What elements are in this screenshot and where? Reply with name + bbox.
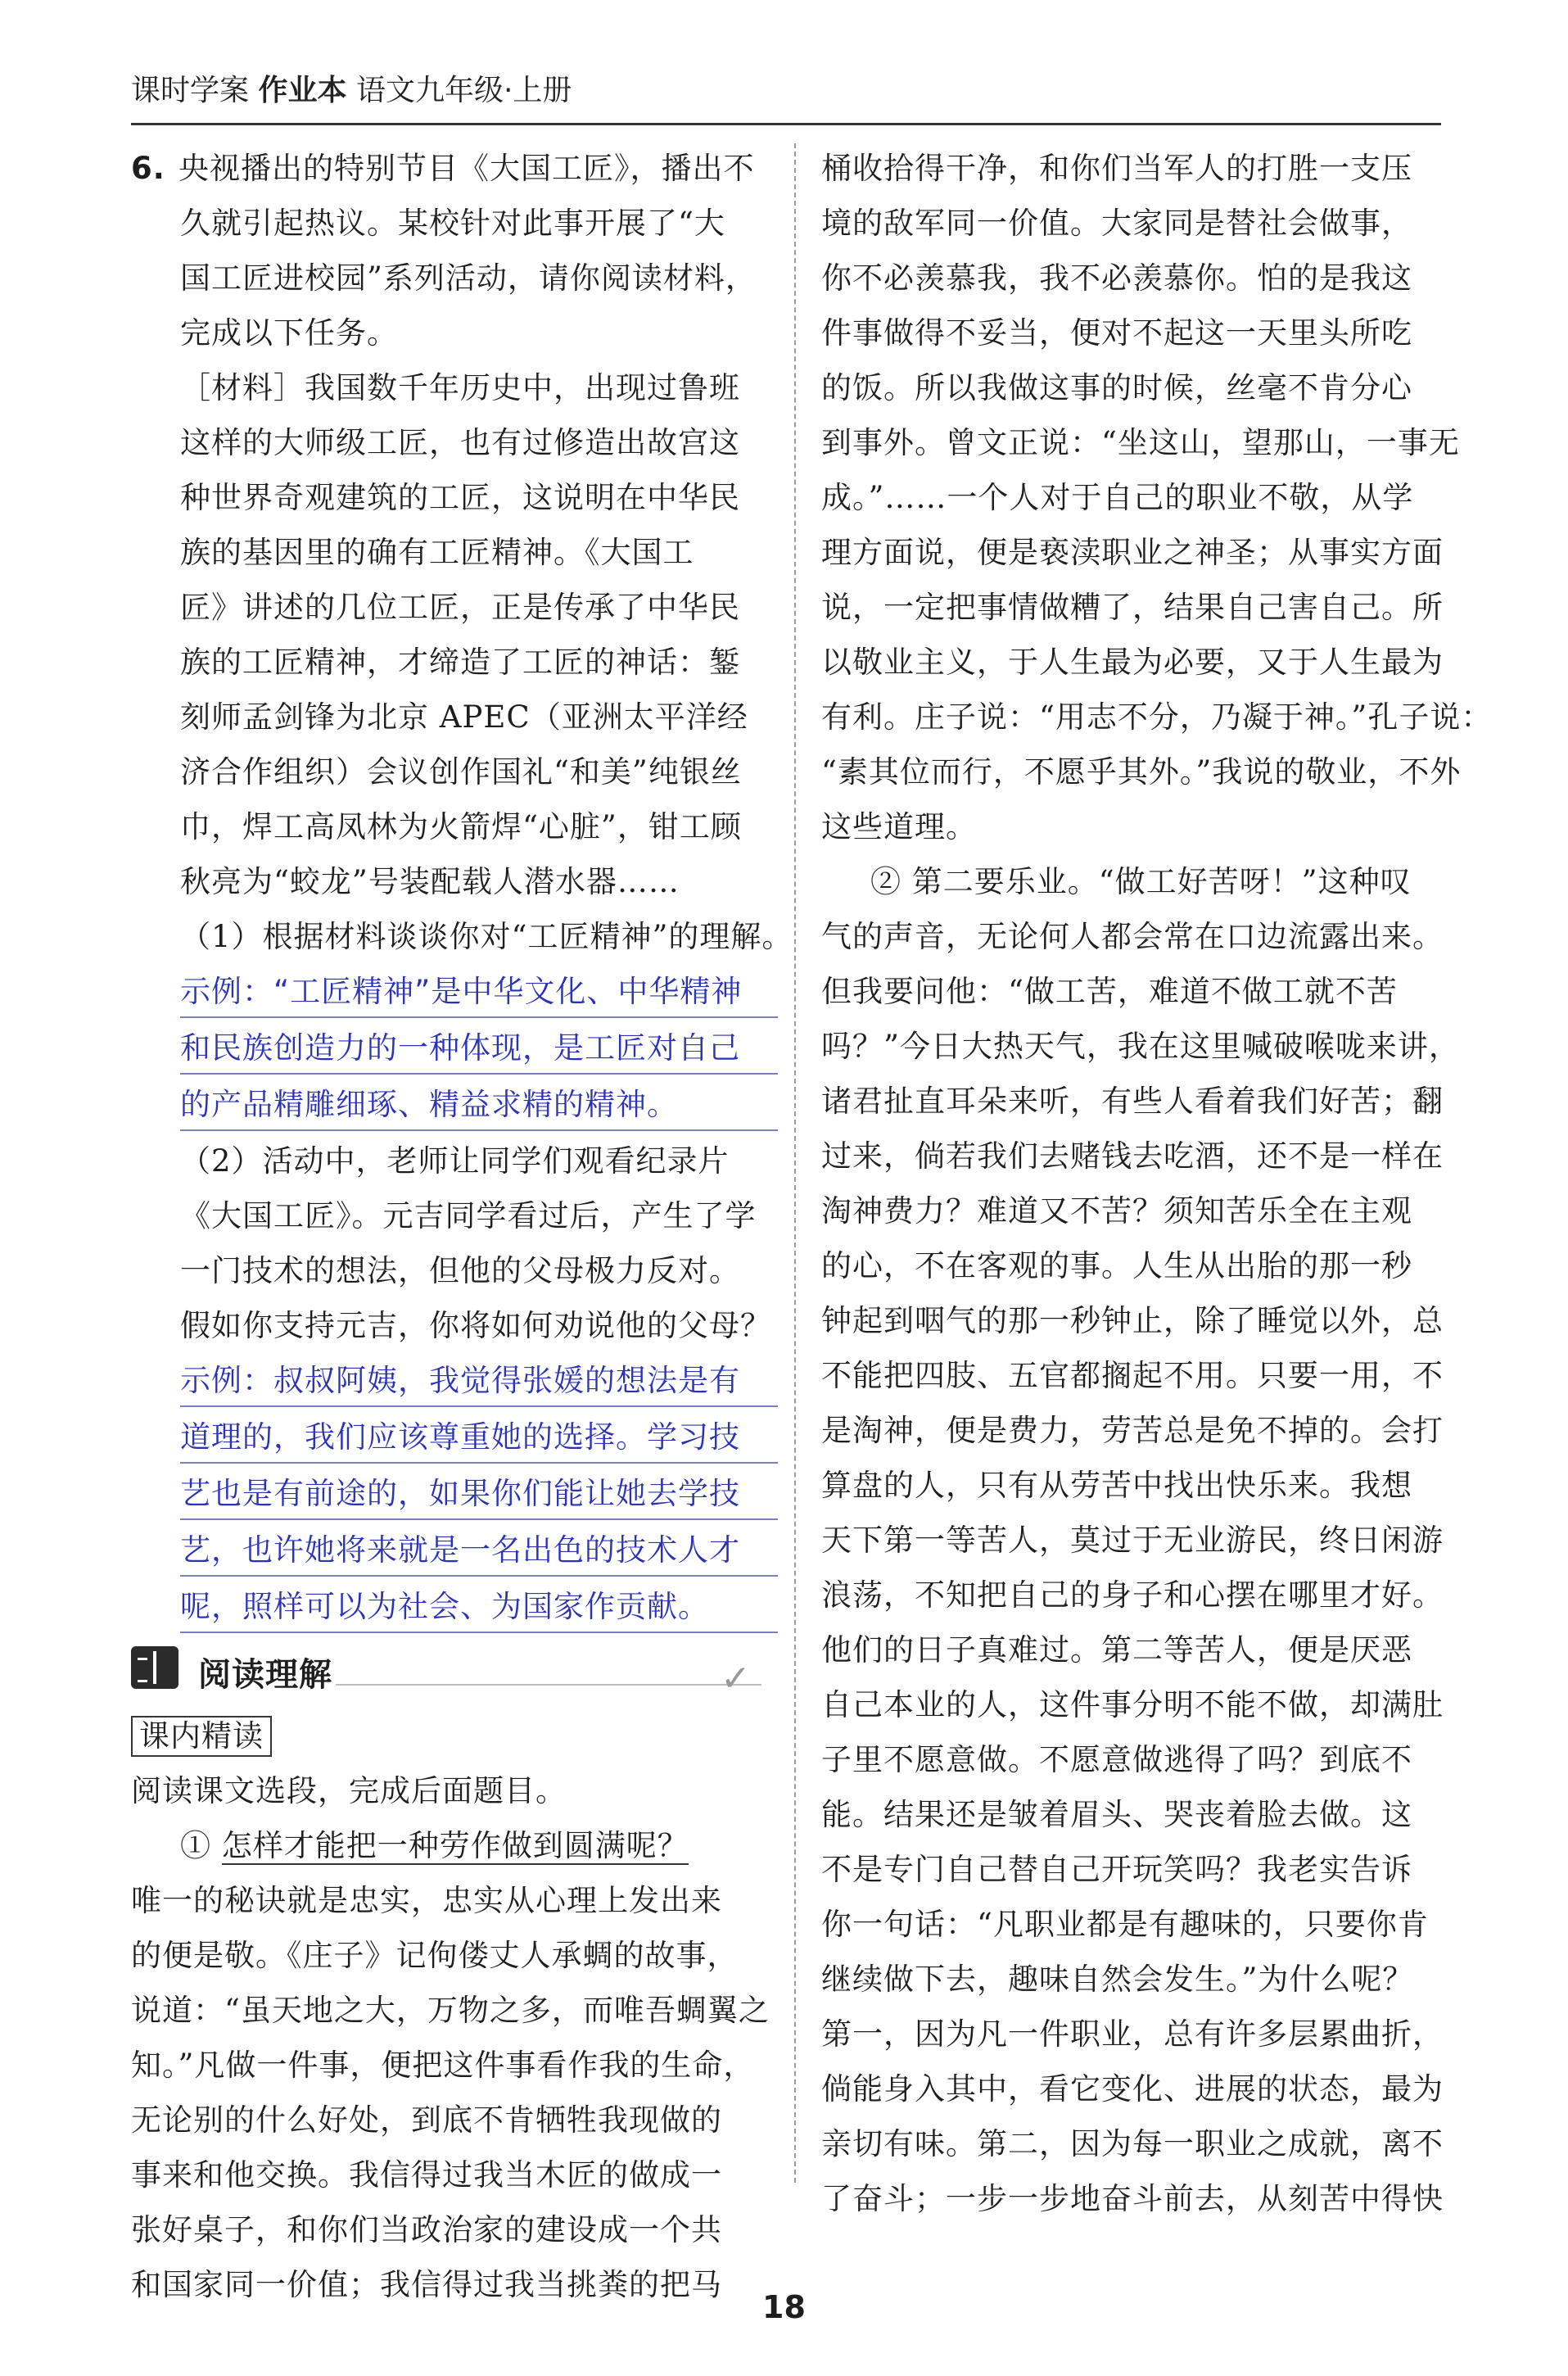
text-line: 天下第一等苦人，莫过于无业游民，终日闲游 [821, 1523, 1444, 1558]
text-line: 了奋斗；一步一步地奋斗前去，从刻苦中得快 [821, 2181, 1444, 2216]
series-name: 课时学案 [131, 74, 250, 107]
para1-line: 事来和他交换。我信得过我当木匠的做成一 [131, 2157, 722, 2193]
text-line: 说，一定把事情做糟了，结果自己害自己。所 [821, 590, 1444, 625]
material-line: 匠》讲述的几位工匠，正是传承了中华民 [180, 590, 740, 625]
text-line: 你一句话：“凡职业都是有趣味的，只要你肯 [821, 1907, 1429, 1942]
material-line: 族的工匠精神，才缔造了工匠的神话：錾 [180, 645, 740, 680]
para1-line: 和国家同一价值；我信得过我当挑粪的把马 [131, 2267, 722, 2302]
text-line: 不能把四肢、五官都搁起不用。只要一用，不 [821, 1358, 1444, 1393]
para1-line: 张好桌子，和你们当政治家的建设成一个共 [131, 2212, 722, 2247]
sub-question-1: （1）根据材料谈谈你对“工匠精神”的理解。 [180, 919, 793, 954]
sub-question-2: 一门技术的想法，但他的父母极力反对。 [180, 1253, 740, 1288]
text-line: 到事外。曾文正说：“坐这山，望那山，一事无 [821, 425, 1460, 460]
book-icon [131, 1646, 178, 1689]
text-line: “素其位而行，不愿乎其外。”我说的敬业，不外 [821, 754, 1462, 790]
para1-line: 唯一的秘诀就是忠实，忠实从心理上发出来 [131, 1883, 722, 1918]
q6-line-4: 完成以下任务。 [180, 315, 398, 351]
text-line: 吗？”今日大热天气，我在这里喊破喉咙来讲， [821, 1029, 1460, 1064]
text-line: 是淘神，便是费力，劳苦总是免不掉的。会打 [821, 1413, 1444, 1448]
text-line: 浪荡，不知把自己的身子和心摆在哪里才好。 [821, 1577, 1444, 1613]
para1-line-1: ① 怎样才能把一种劳作做到圆满呢？ [180, 1828, 689, 1863]
text-line: 能。结果还是皱着眉头、哭丧着脸去做。这 [821, 1797, 1412, 1832]
text-line: 不是专门自己替自己开玩笑吗？我老实告诉 [821, 1852, 1412, 1887]
subject-grade: 语文九年级·上册 [355, 74, 572, 107]
para1-line: 知。”凡做一件事，便把这件事看作我的生命， [131, 2048, 755, 2083]
answer-line: 艺也是有前途的，如果你们能让她去学技 [180, 1466, 778, 1520]
text-line: 第一，因为凡一件职业，总有许多层累曲折， [821, 2016, 1444, 2052]
text-line: 亲切有味。第二，因为每一职业之成就，离不 [821, 2126, 1444, 2161]
material-line: 济合作组织）会议创作国礼“和美”纯银丝 [180, 754, 742, 790]
q6-line-1: 6. 央视播出的特别节目《大国工匠》，播出不 [131, 141, 778, 196]
para1-line: 的便是敬。《庄子》记佝偻丈人承蜩的故事， [131, 1938, 739, 1973]
text-line: 件事做得不妥当，便对不起这一天里头所吃 [821, 315, 1412, 351]
material-tag: 材料 [211, 370, 273, 405]
text-line: 算盘的人，只有从劳苦中找出快乐来。我想 [821, 1468, 1412, 1503]
right-column [821, 141, 1493, 2226]
answer-2 [131, 1353, 778, 1633]
para1-line: 无论别的什么好处，到底不肯牺牲我现做的 [131, 2102, 722, 2138]
check-icon: ✓ [721, 1658, 752, 1699]
answer-line: 艺，也许她将来就是一名出色的技术人才 [180, 1523, 778, 1577]
header-rule [131, 123, 1441, 125]
sub-question-2: 《大国工匠》。元吉同学看过后，产生了学 [180, 1198, 757, 1233]
sub-section-tag: 课内精读 [131, 1716, 272, 1757]
material-line: 巾，焊工高凤林为火箭焊“心脏”，钳工顾 [180, 809, 742, 844]
q6-line-2: 久就引起热议。某校针对此事开展了“大 [180, 206, 725, 241]
text-line: 钟起到咽气的那一秒钟止，除了睡觉以外，总 [821, 1303, 1444, 1338]
text-line: 理方面说，便是亵渎职业之神圣；从事实方面 [821, 535, 1444, 570]
text-line: 这些道理。 [821, 809, 977, 844]
sub-question-2: （2）活动中，老师让同学们观看纪录片 [180, 1143, 730, 1179]
answer-line: 道理的，我们应该尊重她的选择。学习技 [180, 1410, 778, 1464]
question-number: 6. [131, 151, 165, 186]
answer-line: 的产品精雕细琢、精益求精的精神。 [180, 1077, 778, 1131]
q6-line-3: 国工匠进校园”系列活动，请你阅读材料， [180, 260, 757, 296]
text-line: 成。”……一个人对于自己的职业不敬，从学 [821, 480, 1414, 515]
text-line: 气的声音，无论何人都会常在口边流露出来。 [821, 919, 1444, 954]
answer-1 [131, 964, 778, 1131]
underlined-question: 怎样才能把一种劳作做到圆满呢？ [221, 1828, 689, 1863]
answer-line: 呢，照样可以为社会、为国家作贡献。 [180, 1579, 778, 1633]
page-number: 18 [762, 2289, 806, 2325]
text-line: 桶收拾得干净，和你们当军人的打胜一支压 [821, 151, 1412, 186]
text-line: 自己本业的人，这件事分明不能不做，却满肚 [821, 1687, 1444, 1722]
section-rule [336, 1684, 761, 1686]
text-line: 过来，倘若我们去赌钱去吃酒，还不是一样在 [821, 1138, 1444, 1174]
text-line: 的饭。所以我做这事的时候，丝毫不肯分心 [821, 370, 1412, 405]
answer-line: 示例：叔叔阿姨，我觉得张媛的想法是有 [180, 1353, 778, 1407]
material-line: 这样的大师级工匠，也有过修造出故宫这 [180, 425, 740, 460]
text-line: 你不必羡慕我，我不必羡慕你。怕的是我这 [821, 260, 1412, 296]
text-line: 以敬业主义，于人生最为必要，又于人生最为 [821, 645, 1444, 680]
text-line: 倘能身入其中，看它变化、进展的状态，最为 [821, 2071, 1444, 2107]
column-divider [794, 143, 796, 2183]
book-name: 作业本 [258, 74, 347, 107]
text-line: 境的敌军同一价值。大家同是替社会做事， [821, 206, 1412, 241]
material-line: 族的基因里的确有工匠精神。《大国工 [180, 535, 694, 570]
left-column [131, 141, 793, 2312]
text-line: 淘神费力？难道又不苦？须知苦乐全在主观 [821, 1193, 1412, 1229]
material-line-1: ［材料］我国数千年历史中，出现过鲁班 [180, 370, 740, 405]
reading-instruction: 阅读课文选段，完成后面题目。 [131, 1773, 567, 1808]
material-line: 秋亮为“蛟龙”号装配载人潜水器…… [180, 864, 680, 899]
text-line: 子里不愿意做。不愿意做逃得了吗？到底不 [821, 1742, 1412, 1777]
section-title: 阅读理解 [198, 1656, 332, 1694]
answer-line: 示例：“工匠精神”是中华文化、中华精神 [180, 964, 778, 1018]
para2-first-line: ② 第二要乐业。“做工好苦呀！”这种叹 [870, 864, 1412, 899]
para1-line: 说道：“虽天地之大，万物之多，而唯吾蜩翼之 [131, 1993, 770, 2028]
text-line: 有利。庄子说：“用志不分，乃凝于神。”孔子说： [821, 699, 1493, 735]
running-header [131, 67, 572, 109]
material-line: 刻师孟剑锋为北京 APEC（亚洲太平洋经 [180, 699, 748, 735]
sub-question-2: 假如你支持元吉，你将如何劝说他的父母？ [180, 1308, 771, 1343]
text-line: 他们的日子真难过。第二等苦人，便是厌恶 [821, 1632, 1412, 1668]
answer-line: 和民族创造力的一种体现，是工匠对自己 [180, 1021, 778, 1075]
reading-section-header [131, 1636, 778, 1704]
material-line: 种世界奇观建筑的工匠，这说明在中华民 [180, 480, 740, 515]
text-line: 继续做下去，趣味自然会发生。”为什么呢？ [821, 1962, 1414, 1997]
text-line: 但我要问他：“做工苦，难道不做工就不苦 [821, 974, 1398, 1009]
text-line: 诸君扯直耳朵来听，有些人看着我们好苦；翻 [821, 1084, 1444, 1119]
text-line: 的心，不在客观的事。人生从出胎的那一秒 [821, 1248, 1412, 1283]
sub-section-line [131, 1708, 778, 1763]
